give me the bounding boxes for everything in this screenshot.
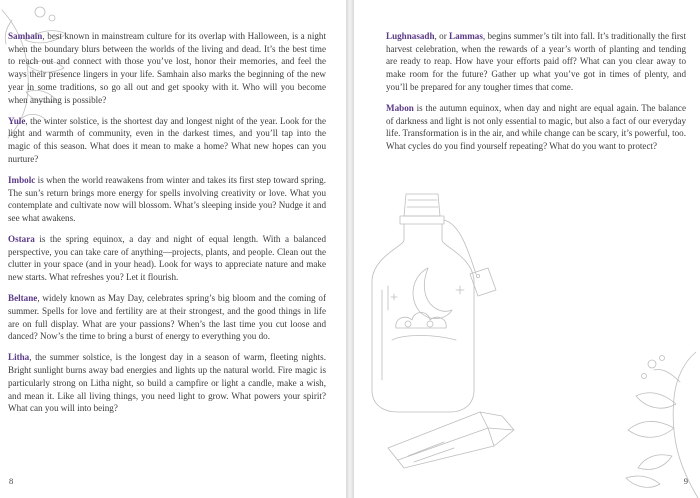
entry-term: Mabon bbox=[386, 102, 414, 113]
entry-term: Yule bbox=[8, 115, 26, 126]
entry-lughnasadh bbox=[386, 30, 686, 94]
entry-text: , best known in mainstream culture for its overlap with Halloween, is a night when the boundary blurs between the worlds of the living and dead. It’s the best time to reach out and connect with those you’ve lost, honor their memories, and feel the ways their presence lingers in your life. Samhain also marks the beginning of the new year in some traditions, so go all out and get spooky with it. Who will you become when anything is possible? bbox=[8, 31, 326, 105]
entry-samhain bbox=[8, 30, 326, 106]
right-text-column bbox=[386, 30, 686, 161]
entry-text: , the summer solstice, is the longest day in a season of warm, fleeting nights. Bright sunlight burns away bad energies and lights up the natural world. Fire magic is particularly strong on Litha night, so build a campfire or light a candle, make a wish, and mean it. Like all living things, you need light to grow. What powers your spirit? What can you will into being? bbox=[8, 352, 326, 414]
book-gutter bbox=[346, 0, 354, 498]
entry-term: Litha bbox=[8, 352, 30, 363]
entry-connector: , or bbox=[434, 31, 450, 41]
entry-term: Samhain bbox=[8, 31, 43, 41]
crystal-icon bbox=[384, 390, 544, 470]
entry-imbolc bbox=[8, 174, 326, 225]
entry-text: is when the world reawakens from winter and takes its first step toward spring. The sun’s return brings more energy for spells involving creativity or love. What you contemplate and cultivate now will blossom. What’s sleeping inside you? Nudge it and see what awakens. bbox=[8, 174, 326, 223]
entry-term: Ostara bbox=[8, 234, 35, 245]
entry-text: is the autumn equinox, when day and night are equal again. The balance of darkness and light is not only essential to magic, but also a fact of our everyday life. Transformation is in the air, and while change can be scary, it’s powerful, too. What cycles do you find yourself repeating? What do you want to protect? bbox=[386, 102, 686, 152]
entry-term: Lughnasadh bbox=[386, 31, 435, 41]
entry-yule bbox=[8, 115, 326, 166]
entry-term: Imbolc bbox=[8, 174, 36, 185]
entry-beltane bbox=[8, 292, 326, 343]
left-text-column bbox=[8, 30, 326, 423]
page-number-left: 8 bbox=[9, 476, 14, 486]
entry-text: , widely known as May Day, celebrates spring’s big bloom and the coming of summer. Spells for love and fertility are at their strongest, and the good things in life are on full display. What are your passions? When’s the last time you cut loose and danced? Now’s the time to bring a burst of energy to everything you do. bbox=[8, 293, 326, 342]
entry-mabon bbox=[386, 102, 686, 153]
entry-text: , the winter solstice, is the shortest day and longest night of the year. Look for the light and warmth of community, even in the darkest times, and you’ll tap into the magic of this season. What does it mean to make a home? What new hopes can you nurture? bbox=[8, 115, 326, 164]
entry-text: , begins summer’s tilt into fall. It’s traditionally the first harvest celebration, when the rewards of a year’s worth of planting and tending are ready to reap. How have your efforts paid off? What can you clear away to make room for the future? Gather up what you’ve got in times of plenty, and you’ll be prepared for any tougher times that come. bbox=[386, 31, 686, 92]
entry-ostara bbox=[8, 233, 326, 284]
entry-term-alt: Lammas bbox=[449, 31, 483, 41]
entry-litha bbox=[8, 351, 326, 415]
right-page bbox=[354, 0, 700, 498]
entry-text: is the spring equinox, a day and night of equal length. With a balanced perspective, you can take care of anything—projects, plants, and people. Clean out the clutter in your space (and in your head). Look for ways to appreciate nature and make new starts. What refreshes you? Let it flourish. bbox=[8, 234, 326, 283]
left-page bbox=[0, 0, 346, 498]
jar-with-moon-icon bbox=[364, 190, 514, 420]
page-number-right: 9 bbox=[683, 476, 688, 486]
entry-term: Beltane bbox=[8, 293, 38, 304]
